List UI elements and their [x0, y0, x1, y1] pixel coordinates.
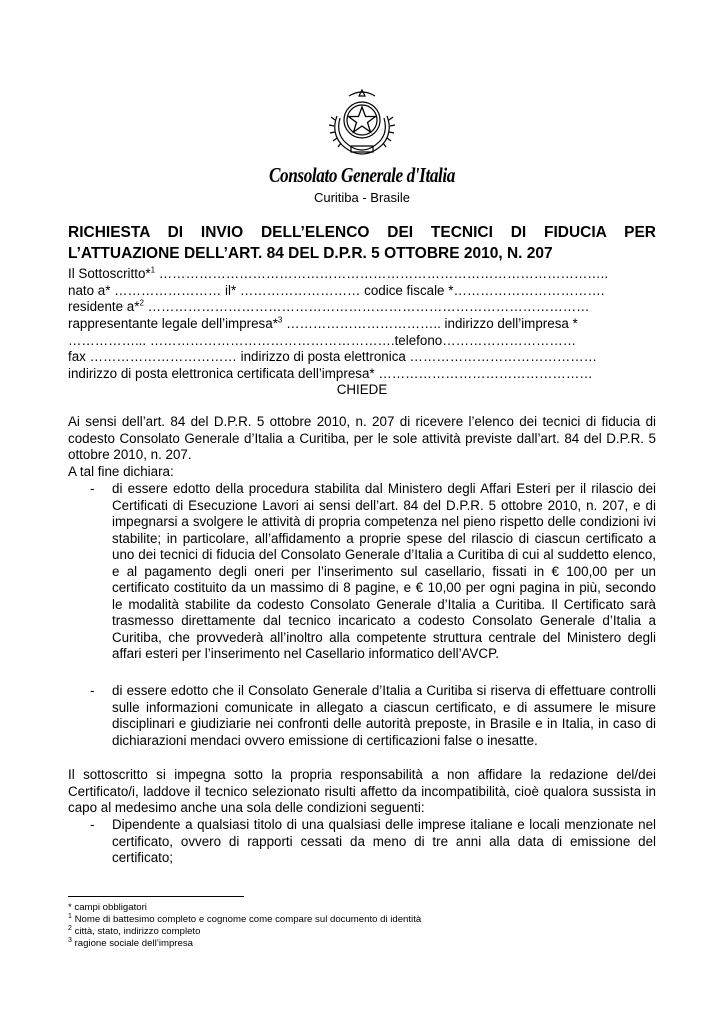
consulate-name: Consolato Generale d'Italia — [268, 163, 456, 187]
paragraph-commitment: Il sottoscritto si impegna sotto la propria responsabilità a non affidare la redazione del/dei Certificato/i, laddove il tecnico selezionato risulti affetto da incompatibilità, cioè qualora sussista in capo al medesimo anche una sola delle condizioni seguenti: — [68, 767, 656, 815]
list-item-text: di essere edotto della procedura stabilita dal Ministero degli Affari Esteri per il rilascio dei Certificati di Esecuzione Lavori ai sensi dell’art. 84 del D.P.R. 5 ottobre 2010, n. 207, e di impegnarsi a svolgere le attività di propria competenza nel pieno rispetto delle condizioni ivi stabilite; in particolare, all’affidamento a proprie spese del rilascio di ciascun certificato a uno dei tecnici di fiducia del Consolato Generale d’Italia a Curitiba di cui al suddetto elenco, e al pagamento degli oneri per l’inserimento sul casellario, fissati in € 100,00 per un certificato costituito da un massimo di 8 pagine, e € 10,00 per ogni pagina in più, secondo le modalità stabilite da codesto Consolato Generale d’Italia a Curitiba. Il Certificato sarà trasmesso direttamente dal tecnico incaricato a codesto Consolato Generale d’Italia a Curitiba, che provvederà all’inoltro alla competente struttura centrale del Ministero degli affari esteri per l’inserimento nel Casellario informatico dell’AVCP. — [112, 481, 656, 661]
footnote-ref: 1 — [150, 266, 156, 275]
field-label: residente a* — [68, 299, 140, 314]
field-dots: ……………………………………………………………………………………….. — [155, 266, 609, 281]
bullet-dash: - — [90, 481, 95, 496]
footnote-text: Nome di battesimo completo e cognome come compare sul documento di identità — [71, 914, 422, 925]
italian-emblem-icon — [327, 86, 397, 158]
footnote-text: città, stato, indirizzo completo — [71, 926, 201, 937]
title-line-1: RICHIESTA DI INVIO DELL’ELENCO DEI TECNICI DI FIDUCIA PER — [68, 224, 656, 241]
field-rappresentante[interactable] — [68, 316, 656, 332]
footnote-ref: 2 — [139, 299, 144, 308]
consulate-city: Curitiba - Brasile — [313, 190, 411, 205]
field-dots: ……………………………………………………………………………………… — [143, 299, 590, 314]
field-birth-data[interactable]: nato a* …………………… il* ……………………… codice fiscale *……………………………. — [68, 283, 605, 298]
field-residente[interactable] — [68, 299, 656, 315]
bullet-dash: - — [90, 817, 95, 832]
field-pec[interactable]: indirizzo di posta elettronica certificata dell’impresa* ………………………………………… — [68, 366, 593, 381]
document-title — [68, 222, 656, 264]
paragraph-request: Ai sensi dell’art. 84 del D.P.R. 5 ottobre 2010, n. 207 di ricevere l’elenco dei tecnici di fiducia di codesto Consolato Generale d’Italia a Curitiba, per le sole attività previste dall’art. 84 del D.P.R. 5 ottobre 2010, n. 207. — [68, 414, 656, 462]
list-item — [68, 481, 656, 663]
field-dots: …………………………….. indirizzo dell’impresa * — [282, 316, 578, 331]
footnote-number: 3 — [68, 936, 72, 944]
list-item — [68, 817, 656, 867]
list-item-text: Dipendente a qualsiasi titolo di una qualsiasi delle imprese italiane e locali menzionate nel certificato, ovvero di rapporti cessati da meno di tre anni alla data di emissione del certificato; — [112, 817, 656, 865]
field-address-phone[interactable]: ……………... ……………………………………………….telefono………………………… — [68, 333, 577, 348]
field-sottoscritto[interactable] — [68, 266, 656, 282]
footnote-3 — [68, 938, 193, 950]
footnote-ref: 3 — [277, 316, 283, 325]
field-label: rappresentante legale dell’impresa* — [68, 316, 278, 331]
footnote-text: ragione sociale dell’impresa — [71, 938, 193, 949]
title-line-2: L’ATTUAZIONE DELL’ART. 84 DEL D.P.R. 5 OTTOBRE 2010, N. 207 — [68, 245, 553, 262]
chiede-heading: CHIEDE — [336, 382, 388, 397]
field-fax-email[interactable]: fax …………………………… indirizzo di posta elettronica …………………………………… — [68, 349, 598, 364]
list-item-text: di essere edotto che il Consolato Generale d’Italia a Curitiba si riserva di effettuare controlli sulle informazioni comunicate in allegato a ciascun certificato, e di assumere le misure disciplinari e giudiziarie nei confronti delle autorità preposte, in Brasile e in Italia, in caso di dichiarazioni mendaci ovvero emissione di certificazioni false o inesatte. — [112, 683, 656, 748]
bullet-dash: - — [90, 683, 95, 698]
footnote-2 — [68, 926, 200, 938]
list-item — [68, 683, 656, 749]
footnote-required: * campi obbligatori — [68, 902, 147, 913]
footnote-1 — [68, 914, 421, 926]
footnote-number: 2 — [68, 924, 72, 932]
field-label: Il Sottoscritto* — [68, 266, 151, 281]
footnote-number: 1 — [68, 912, 72, 920]
footnote-separator — [68, 896, 244, 897]
paragraph-declaration-intro: A tal fine dichiara: — [68, 464, 174, 479]
